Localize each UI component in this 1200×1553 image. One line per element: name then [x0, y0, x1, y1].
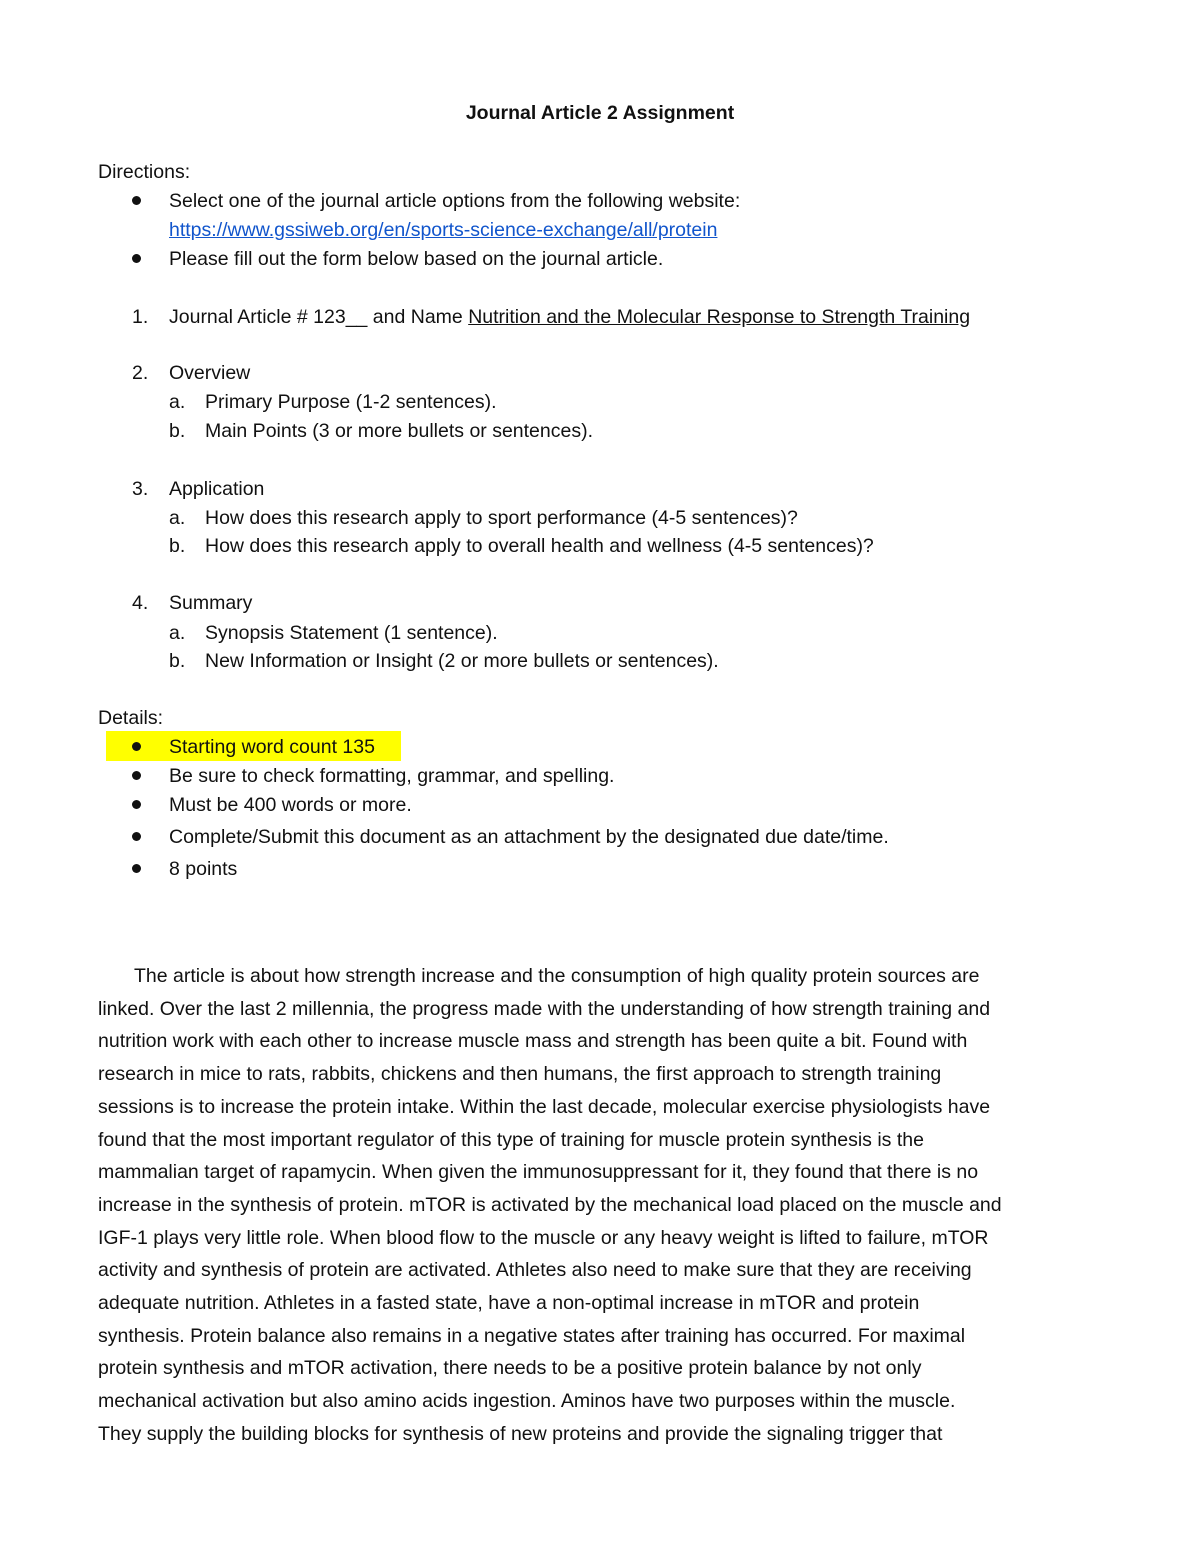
sub-letter: b.: [169, 420, 186, 442]
bullet-icon: [132, 742, 141, 751]
paragraph-line: increase in the synthesis of protein. mTOR is activated by the mechanical load placed on the muscle and: [98, 1193, 1002, 1216]
details-bullet-2: Be sure to check formatting, grammar, and spelling.: [169, 765, 615, 787]
overview-item-b: Main Points (3 or more bullets or sentences).: [205, 420, 594, 442]
paragraph-line: research in mice to rats, rabbits, chickens and then humans, the first approach to strength training: [98, 1063, 942, 1086]
paragraph-line: nutrition work with each other to increase muscle mass and strength has been quite a bit. Found with: [98, 1030, 968, 1053]
paragraph-line: adequate nutrition. Athletes in a fasted state, have a non-optimal increase in mTOR and protein: [98, 1292, 920, 1315]
list-number-3: 3.: [132, 478, 149, 500]
paragraph-line: activity and synthesis of protein are activated. Athletes also need to make sure that they are receiving: [98, 1259, 972, 1282]
application-item-b: How does this research apply to overall health and wellness (4-5 sentences)?: [205, 535, 874, 557]
overview-heading: Overview: [169, 362, 251, 384]
paragraph-line: They supply the building blocks for synthesis of new proteins and provide the signaling trigger that: [98, 1422, 943, 1445]
overview-item-a: Primary Purpose (1-2 sentences).: [205, 391, 497, 413]
summary-item-b: New Information or Insight (2 or more bullets or sentences).: [205, 650, 719, 672]
paragraph-line: sessions is to increase the protein intake. Within the last decade, molecular exercise physiologists have: [98, 1095, 991, 1118]
journal-article-line: [169, 304, 970, 330]
paragraph-line: linked. Over the last 2 millennia, the progress made with the understanding of how strength training and: [98, 997, 991, 1020]
article-summary-paragraph: [98, 960, 1102, 1451]
bullet-icon: [132, 864, 141, 873]
list-number-2: 2.: [132, 362, 149, 384]
summary-heading: Summary: [169, 592, 253, 614]
bullet-icon: [132, 800, 141, 809]
bullet-icon: [132, 196, 141, 205]
paragraph-line: IGF-1 plays very little role. When blood flow to the muscle or any heavy weight is lifted to failure, mTOR: [98, 1226, 989, 1249]
paragraph-line: protein synthesis and mTOR activation, there needs to be a positive protein balance by not only: [98, 1357, 922, 1380]
list-number-1: 1.: [132, 306, 149, 328]
details-heading: Details:: [98, 707, 164, 729]
sub-letter: a.: [169, 391, 186, 413]
details-bullet-1: Starting word count 135: [169, 736, 375, 758]
paragraph-line: The article is about how strength increase and the consumption of high quality protein sources are: [134, 965, 980, 987]
sub-letter: a.: [169, 622, 186, 644]
protein-article-link[interactable]: https://www.gssiweb.org/en/sports-science-exchange/all/protein: [169, 219, 718, 241]
page-title: Journal Article 2 Assignment: [465, 102, 735, 124]
bullet-icon: [132, 832, 141, 841]
paragraph-line: found that the most important regulator of this type of training for muscle protein synthesis is the: [98, 1128, 924, 1151]
sub-letter: a.: [169, 507, 186, 529]
details-bullet-4: Complete/Submit this document as an attachment by the designated due date/time.: [169, 826, 889, 848]
sub-letter: b.: [169, 535, 186, 557]
summary-item-a: Synopsis Statement (1 sentence).: [205, 622, 498, 644]
journal-article-label: Journal Article # 123__ and Name: [169, 306, 469, 328]
sub-letter: b.: [169, 650, 186, 672]
application-heading: Application: [169, 478, 265, 500]
directions-bullet-1: Select one of the journal article options from the following website:: [169, 190, 741, 212]
list-number-4: 4.: [132, 592, 149, 614]
directions-bullet-2: Please fill out the form below based on the journal article.: [169, 248, 664, 270]
paragraph-line: mammalian target of rapamycin. When given the immunosuppressant for it, they found that there is no: [98, 1161, 979, 1184]
journal-article-name: Nutrition and the Molecular Response to Strength Training: [468, 306, 971, 328]
bullet-icon: [132, 771, 141, 780]
details-bullet-3: Must be 400 words or more.: [169, 794, 412, 816]
application-item-a: How does this research apply to sport performance (4-5 sentences)?: [205, 507, 798, 529]
paragraph-line: synthesis. Protein balance also remains in a negative states after training has occurred. For maximal: [98, 1324, 966, 1347]
directions-heading: Directions:: [98, 161, 191, 183]
details-bullet-5: 8 points: [169, 858, 238, 880]
bullet-icon: [132, 254, 141, 263]
paragraph-line: mechanical activation but also amino acids ingestion. Aminos have two purposes within the muscle.: [98, 1390, 956, 1413]
